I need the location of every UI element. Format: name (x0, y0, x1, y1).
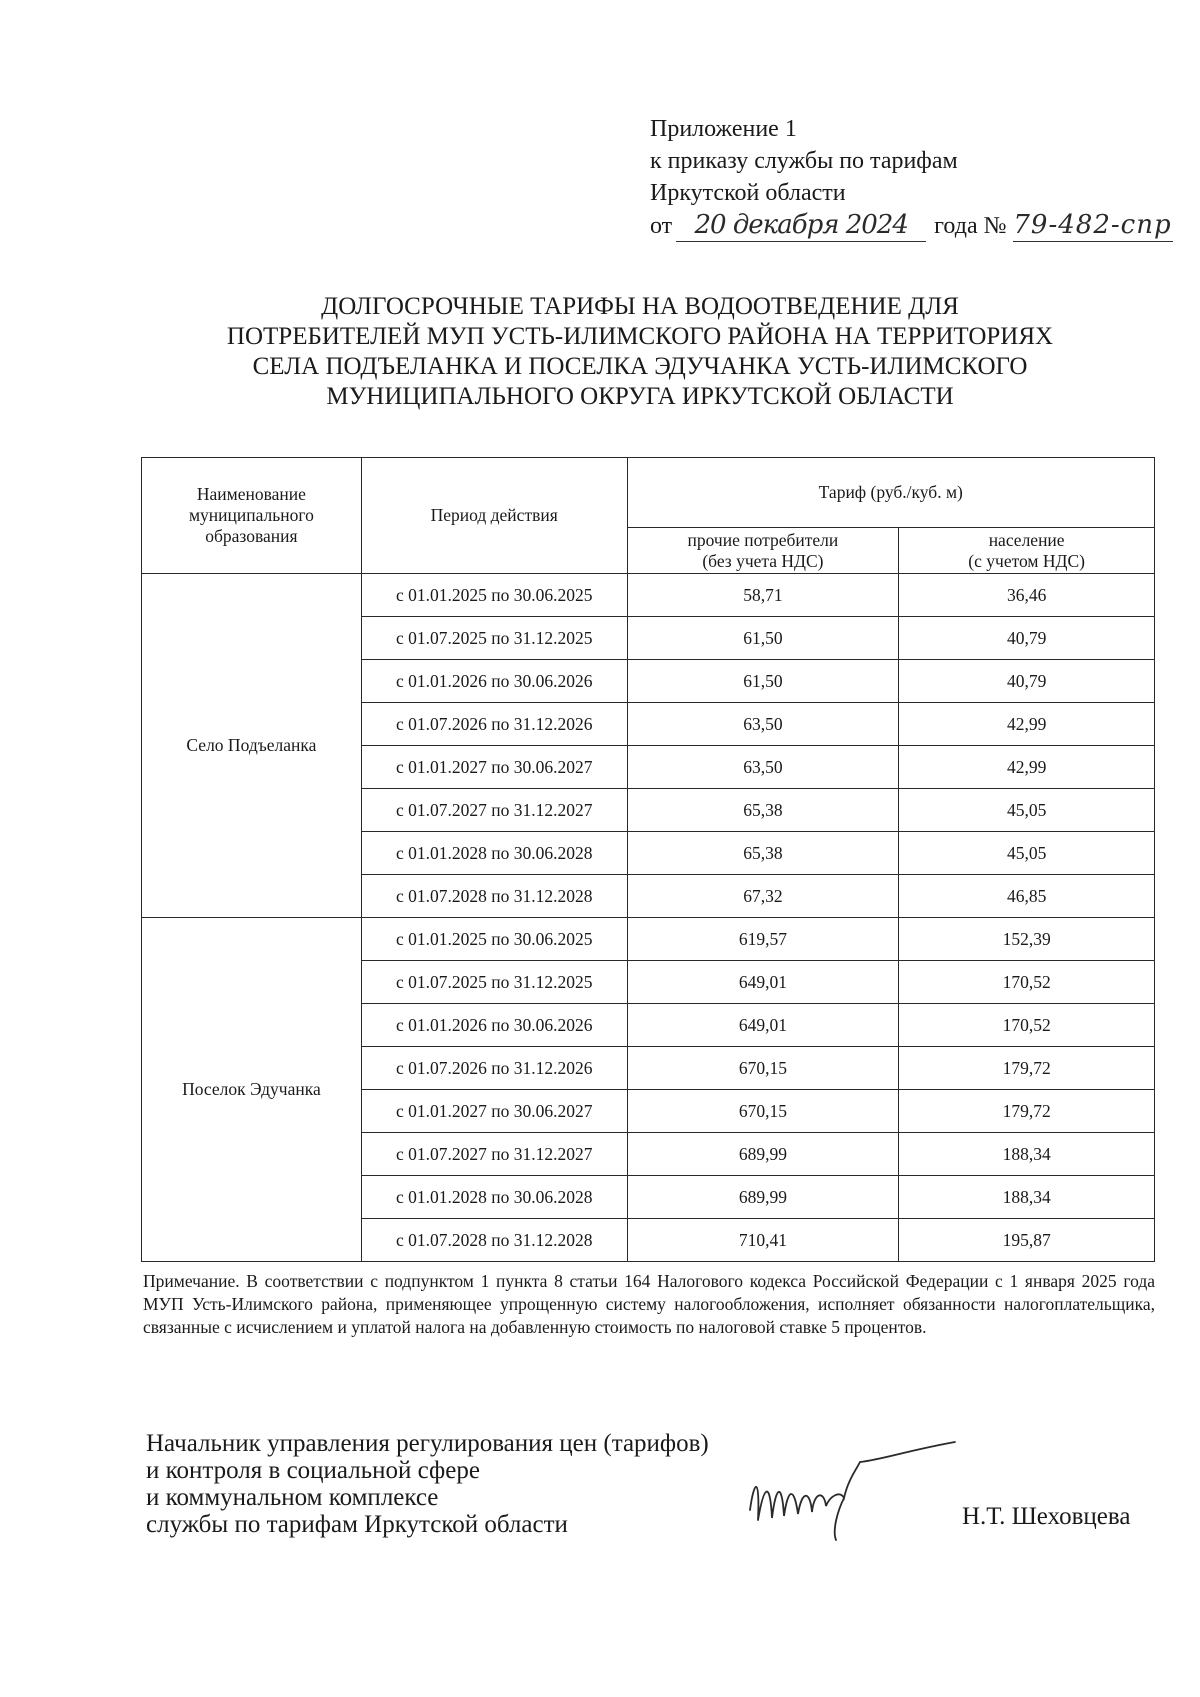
other-tariff-cell: 710,41 (627, 1219, 899, 1262)
population-tariff-cell: 195,87 (899, 1219, 1155, 1262)
appendix-order-line (650, 209, 1173, 242)
signatory-position (146, 1430, 709, 1538)
signatory-line-1: Начальник управления регулирования цен (тарифов) (146, 1430, 709, 1457)
population-tariff-cell: 36,46 (899, 574, 1155, 617)
period-cell: с 01.07.2027 по 31.12.2027 (361, 1133, 627, 1176)
other-tariff-cell: 63,50 (627, 746, 899, 789)
document-title (140, 292, 1140, 412)
appendix-line-1: Приложение 1 (650, 116, 797, 142)
other-tariff-cell: 65,38 (627, 789, 899, 832)
year-number-label: года № (934, 213, 1007, 239)
appendix-header (650, 113, 1173, 242)
other-tariff-cell: 67,32 (627, 875, 899, 918)
from-prefix: от (650, 213, 673, 239)
population-tariff-cell: 170,52 (899, 961, 1155, 1004)
other-tariff-cell: 619,57 (627, 918, 899, 961)
period-cell: с 01.01.2027 по 30.06.2027 (361, 746, 627, 789)
period-cell: с 01.07.2028 по 31.12.2028 (361, 875, 627, 918)
population-tariff-cell: 40,79 (899, 660, 1155, 703)
other-tariff-cell: 649,01 (627, 1004, 899, 1047)
signatory-line-4: службы по тарифам Иркутской области (146, 1511, 568, 1538)
appendix-line-3: Иркутской области (650, 180, 846, 206)
population-tariff-cell: 46,85 (899, 875, 1155, 918)
handwritten-signature (740, 1440, 960, 1550)
title-line-1: ДОЛГОСРОЧНЫЕ ТАРИФЫ НА ВОДООТВЕДЕНИЕ ДЛЯ (321, 293, 959, 320)
other-tariff-cell: 63,50 (627, 703, 899, 746)
tariffs-table (141, 457, 1155, 1262)
header-other-consumers (627, 528, 899, 574)
header-period: Период действия (361, 458, 627, 574)
municipality-cell: Поселок Эдучанка (142, 918, 362, 1262)
handwritten-order-number: 79-482-спр (1013, 210, 1172, 240)
period-cell: с 01.01.2028 по 30.06.2028 (361, 832, 627, 875)
other-tariff-cell: 58,71 (627, 574, 899, 617)
header-other-line: (без учета НДС) (702, 550, 824, 571)
tax-note: Примечание. В соответствии с подпунктом 1 пункта 8 статьи 164 Налогового кодекса Российской Федерации с 1 января 2025 года МУП Усть-Илимского района, применяющее упрощенную систему налогообложения, исполняет обязанности налогоплательщика, связанные с исчислением и уплатой налога на добавленную стоимость по налоговой ставке 5 процентов. (143, 1271, 1155, 1337)
table-row (142, 918, 1155, 961)
header-municipality-line: Наименование (196, 484, 306, 504)
population-tariff-cell: 179,72 (899, 1090, 1155, 1133)
handwritten-date: 20 декабря 2024 (676, 209, 926, 242)
signatory-name: Н.Т. Шеховцева (962, 1503, 1131, 1530)
period-cell: с 01.07.2028 по 31.12.2028 (361, 1219, 627, 1262)
municipality-cell: Село Подъеланка (142, 574, 362, 918)
header-other-line: прочие потребители (687, 529, 839, 550)
population-tariff-cell: 188,34 (899, 1133, 1155, 1176)
period-cell: с 01.01.2026 по 30.06.2026 (361, 1004, 627, 1047)
population-tariff-cell: 152,39 (899, 918, 1155, 961)
population-tariff-cell: 40,79 (899, 617, 1155, 660)
period-cell: с 01.01.2025 по 30.06.2025 (361, 574, 627, 617)
other-tariff-cell: 65,38 (627, 832, 899, 875)
period-cell: с 01.01.2025 по 30.06.2025 (361, 918, 627, 961)
title-line-2: ПОТРЕБИТЕЛЕЙ МУП УСТЬ-ИЛИМСКОГО РАЙОНА НА ТЕРРИТОРИЯХ (226, 323, 1054, 350)
signatory-line-3: и коммунальном комплексе (146, 1484, 439, 1511)
signatory-line-2: и контроля в социальной сфере (146, 1457, 480, 1484)
period-cell: с 01.07.2025 по 31.12.2025 (361, 617, 627, 660)
header-population (899, 528, 1155, 574)
header-tariff: Тариф (руб./куб. м) (627, 458, 1154, 528)
table-row (142, 574, 1155, 617)
population-tariff-cell: 170,52 (899, 1004, 1155, 1047)
appendix-line-2: к приказу службы по тарифам (650, 148, 958, 174)
header-population-line: (с учетом НДС) (968, 550, 1085, 571)
header-municipality-line: образования (205, 526, 298, 546)
other-tariff-cell: 670,15 (627, 1090, 899, 1133)
other-tariff-cell: 649,01 (627, 961, 899, 1004)
period-cell: с 01.01.2026 по 30.06.2026 (361, 660, 627, 703)
title-line-4: МУНИЦИПАЛЬНОГО ОКРУГА ИРКУТСКОЙ ОБЛАСТИ (326, 383, 954, 410)
other-tariff-cell: 689,99 (627, 1176, 899, 1219)
header-population-line: население (988, 529, 1065, 550)
period-cell: с 01.07.2026 по 31.12.2026 (361, 703, 627, 746)
period-cell: с 01.07.2025 по 31.12.2025 (361, 961, 627, 1004)
other-tariff-cell: 61,50 (627, 660, 899, 703)
other-tariff-cell: 61,50 (627, 617, 899, 660)
title-line-3: СЕЛА ПОДЪЕЛАНКА И ПОСЕЛКА ЭДУЧАНКА УСТЬ-ИЛИМСКОГО (252, 353, 1028, 380)
period-cell: с 01.01.2027 по 30.06.2027 (361, 1090, 627, 1133)
population-tariff-cell: 179,72 (899, 1047, 1155, 1090)
period-cell: с 01.07.2026 по 31.12.2026 (361, 1047, 627, 1090)
header-municipality (142, 458, 362, 574)
other-tariff-cell: 670,15 (627, 1047, 899, 1090)
period-cell: с 01.07.2027 по 31.12.2027 (361, 789, 627, 832)
population-tariff-cell: 188,34 (899, 1176, 1155, 1219)
population-tariff-cell: 42,99 (899, 746, 1155, 789)
other-tariff-cell: 689,99 (627, 1133, 899, 1176)
period-cell: с 01.01.2028 по 30.06.2028 (361, 1176, 627, 1219)
population-tariff-cell: 45,05 (899, 832, 1155, 875)
population-tariff-cell: 45,05 (899, 789, 1155, 832)
header-municipality-line: муниципального (188, 505, 314, 525)
population-tariff-cell: 42,99 (899, 703, 1155, 746)
